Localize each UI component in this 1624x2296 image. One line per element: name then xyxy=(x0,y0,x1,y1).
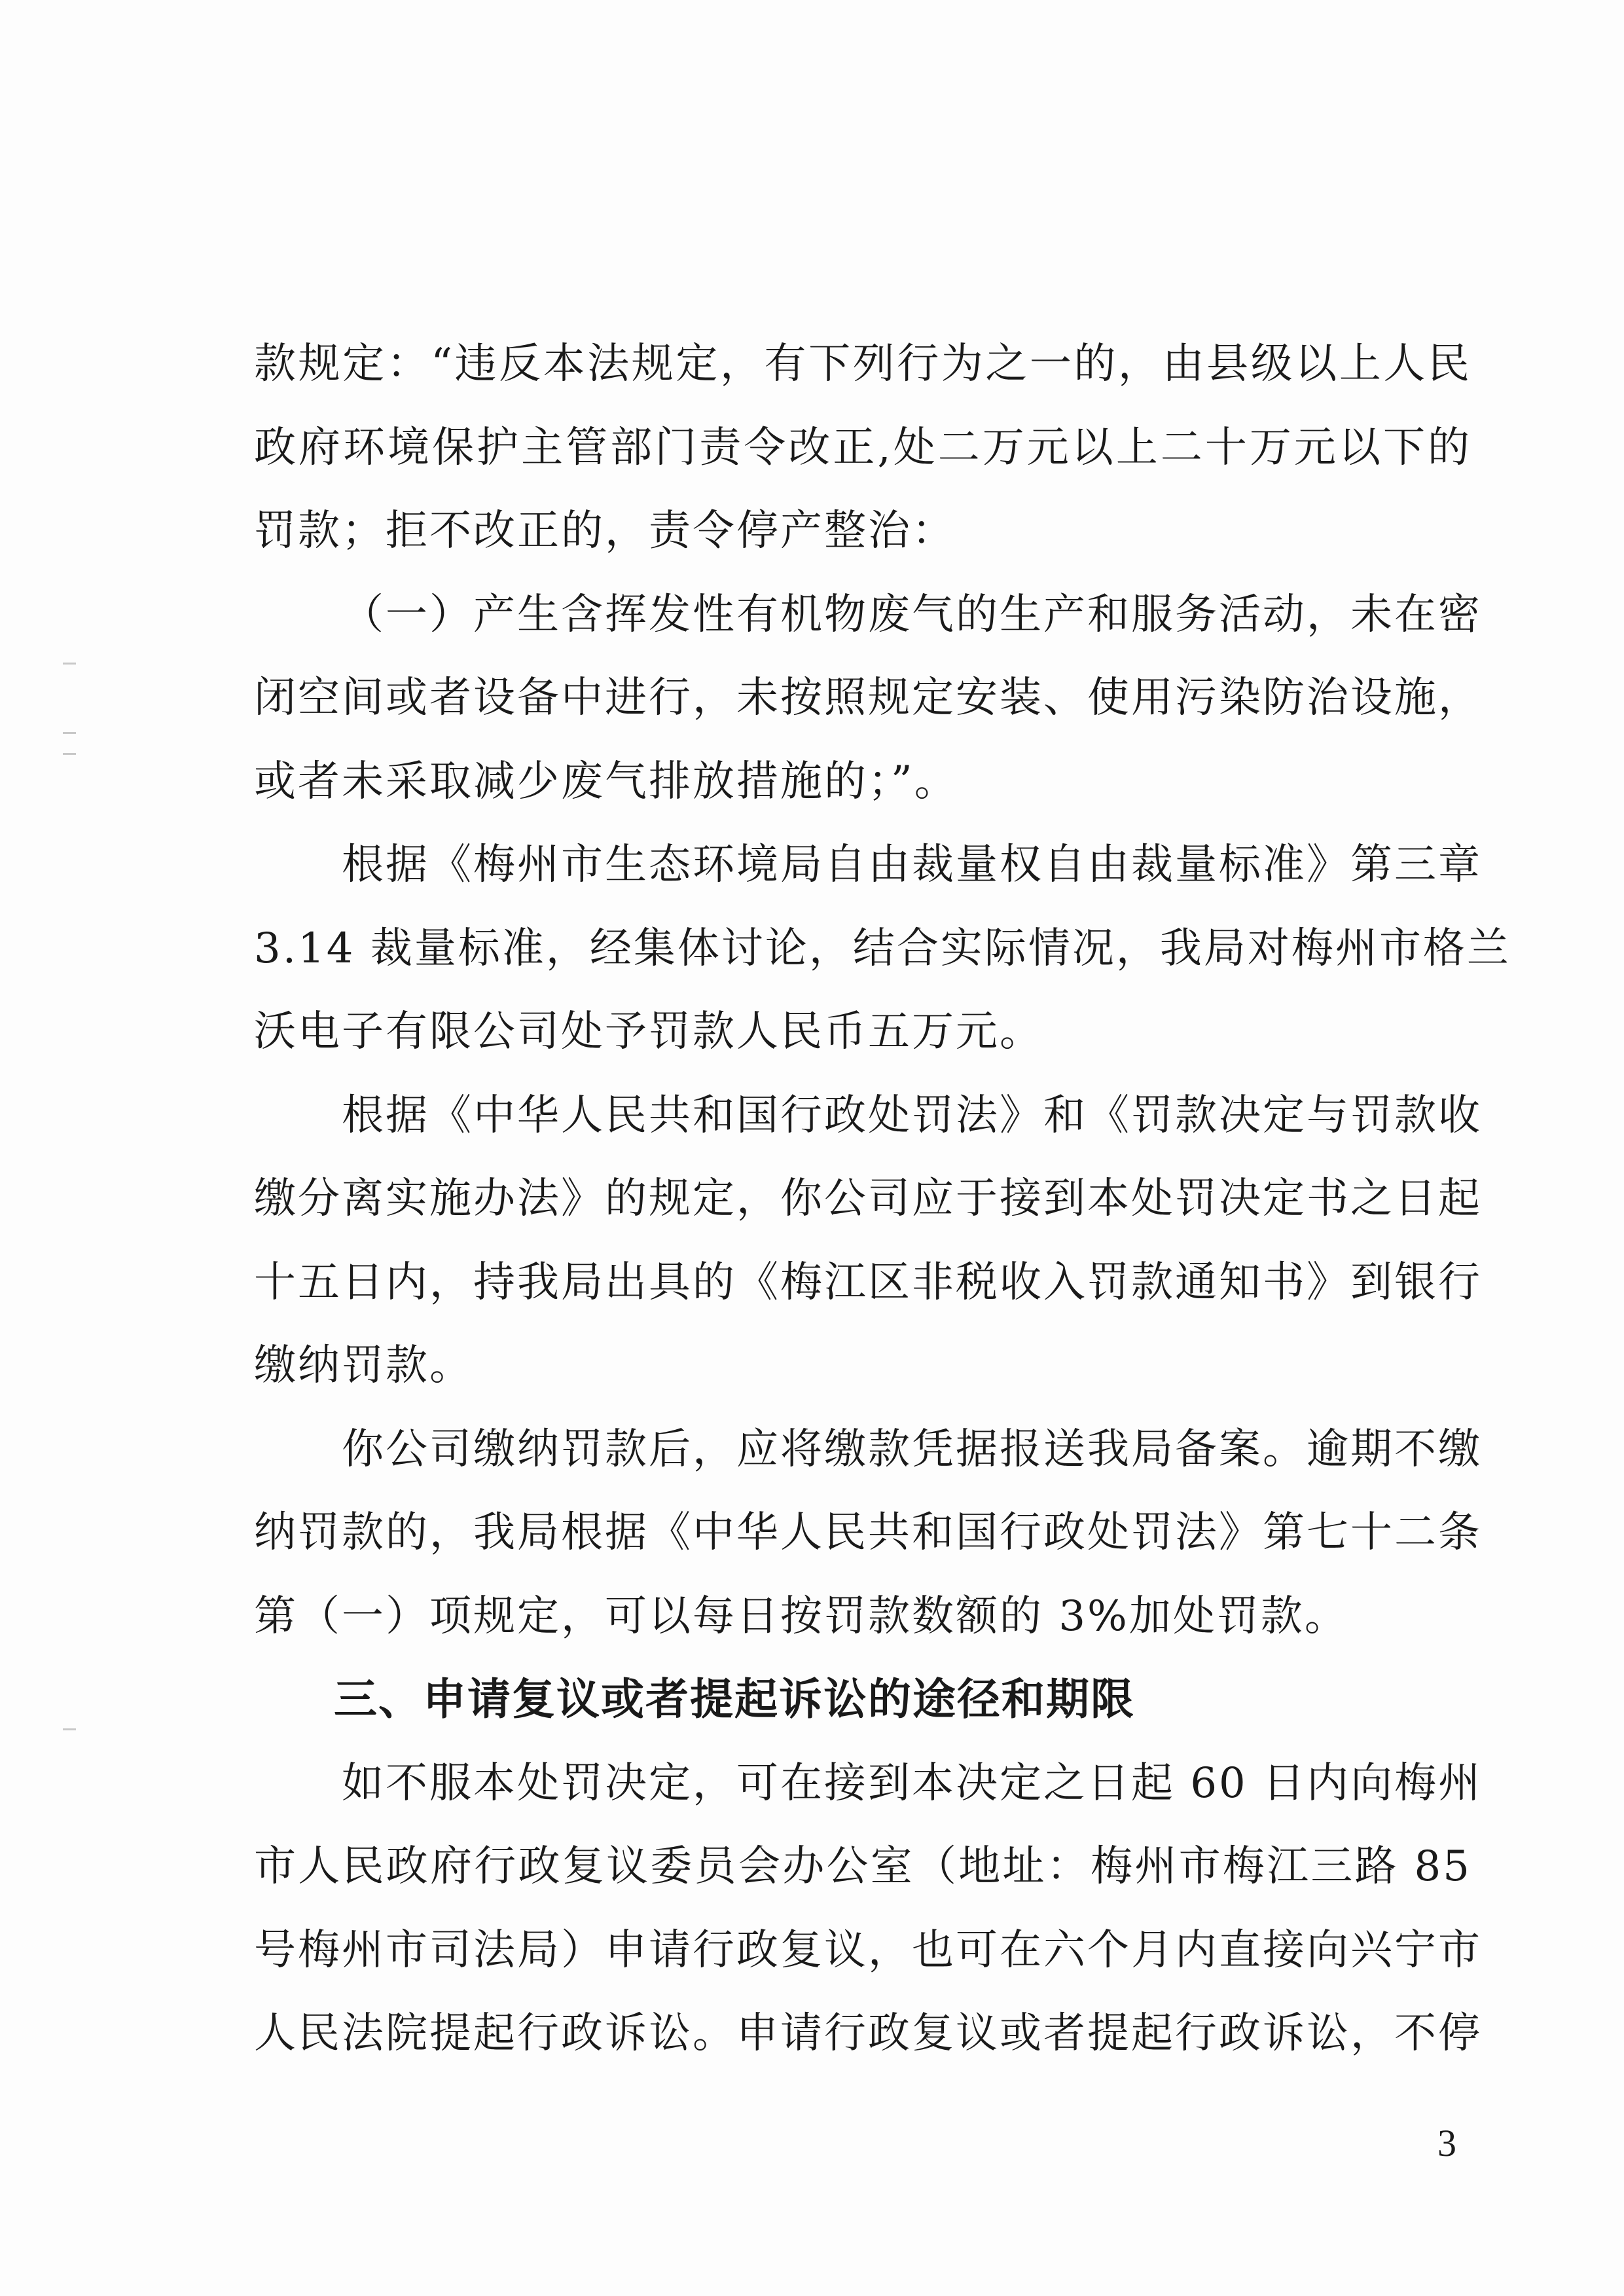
body-text-line: （一）产生含挥发性有机物废气的生产和服务活动，未在密 xyxy=(342,591,1482,639)
body-text-line: 你公司缴纳罚款后，应将缴款凭据报送我局备案。逾期不缴 xyxy=(342,1425,1482,1474)
body-text-line: 市人民政府行政复议委员会办公室（地址：梅州市梅江三路 85 xyxy=(254,1842,1471,1891)
body-text-line: 根据《中华人民共和国行政处罚法》和《罚款决定与罚款收 xyxy=(342,1091,1482,1140)
body-text-line: 缴纳罚款。 xyxy=(254,1341,473,1390)
scan-margin-mark xyxy=(63,732,76,734)
body-text-line: 人民法院提起行政诉讼。申请行政复议或者提起行政诉讼，不停 xyxy=(254,2009,1482,2058)
body-text-line: 如不服本处罚决定，可在接到本决定之日起 60 日内向梅州 xyxy=(342,1759,1483,1808)
body-text-line: 根据《梅州市生态环境局自由裁量权自由裁量标准》第三章 xyxy=(342,841,1482,889)
body-text-line: 纳罚款的，我局根据《中华人民共和国行政处罚法》第七十二条 xyxy=(254,1508,1482,1557)
body-text-line: 政府环境保护主管部门责令改正,处二万元以上二十万元以下的 xyxy=(254,424,1471,472)
body-text-line: 缴分离实施办法》的规定，你公司应于接到本处罚决定书之日起 xyxy=(254,1175,1482,1223)
body-text-line: 闭空间或者设备中进行，未按照规定安装、使用污染防治设施， xyxy=(254,674,1482,722)
page-number: 3 xyxy=(1437,2122,1456,2164)
body-text-line: 沃电子有限公司处予罚款人民币五万元。 xyxy=(254,1008,1043,1056)
section-heading: 三、申请复议或者提起诉讼的途径和期限 xyxy=(334,1674,1135,1724)
body-text-line: 第（一）项规定，可以每日按罚款数额的 3%加处罚款。 xyxy=(254,1592,1348,1641)
body-text-line: 十五日内，持我局出具的《梅江区非税收入罚款通知书》到银行 xyxy=(254,1258,1482,1307)
body-text-line: 3.14 裁量标准，经集体讨论，结合实际情况，我局对梅州市格兰 xyxy=(254,924,1511,973)
scan-margin-mark xyxy=(63,753,76,755)
scan-margin-mark xyxy=(63,663,76,665)
body-text-line: 款规定：“违反本法规定，有下列行为之一的，由县级以上人民 xyxy=(254,340,1471,388)
body-text-line: 或者未采取减少废气排放措施的；”。 xyxy=(254,757,958,806)
body-text-line: 号梅州市司法局）申请行政复议，也可在六个月内直接向兴宁市 xyxy=(254,1926,1482,1975)
scan-margin-mark xyxy=(63,1728,76,1730)
body-text-line: 罚款；拒不改正的，责令停产整治： xyxy=(254,507,956,555)
